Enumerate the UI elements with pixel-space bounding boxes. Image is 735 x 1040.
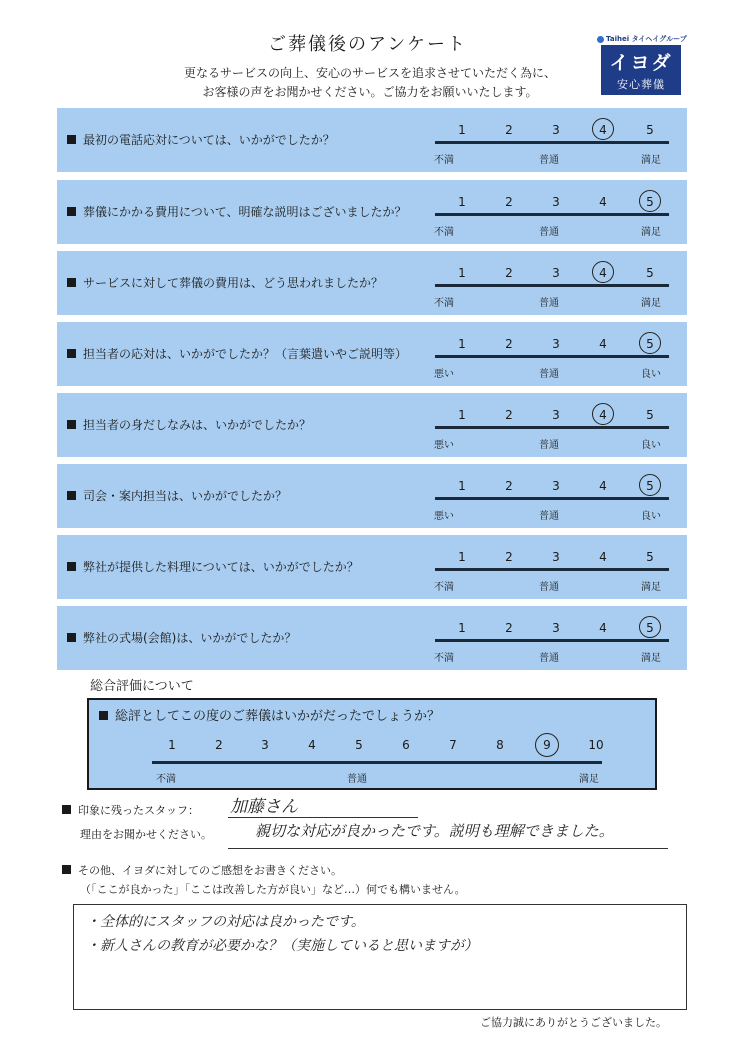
- reason-handwritten: 親切な対応が良かったです。説明も理解できました。: [255, 822, 614, 840]
- overall-option-7[interactable]: 7: [449, 738, 457, 752]
- rating-option-2[interactable]: 2: [505, 266, 513, 280]
- rating-scale: [432, 180, 669, 244]
- scale-line: [435, 639, 669, 642]
- intro-line-2: お客様の声をお聞かせください。ご協力をお願いいたします。: [202, 85, 538, 99]
- scale-label-mid: 普通: [539, 511, 559, 522]
- rating-option-2[interactable]: 2: [505, 550, 513, 564]
- overall-option-4[interactable]: 4: [308, 738, 316, 752]
- bullet-square-icon: [62, 865, 71, 874]
- rating-scale: [432, 251, 669, 315]
- overall-option-6[interactable]: 6: [402, 738, 410, 752]
- overall-label-right: 満足: [579, 774, 599, 785]
- company-group-label: [597, 34, 687, 44]
- question-row: [57, 108, 687, 172]
- rating-option-2[interactable]: 2: [505, 621, 513, 635]
- rating-option-5[interactable]: 5: [646, 408, 654, 422]
- rating-option-3[interactable]: 3: [552, 337, 560, 351]
- rating-option-4[interactable]: 4: [599, 479, 607, 493]
- scale-label-mid: 普通: [539, 369, 559, 380]
- question-text: [67, 322, 407, 386]
- rating-scale: [432, 322, 669, 386]
- question-label: 弊社の式場(会館)は、いかがでしたか？: [83, 631, 297, 645]
- company-logo: [601, 45, 681, 95]
- rating-scale: [432, 535, 669, 599]
- scale-label-right: 満足: [641, 653, 661, 664]
- rating-option-4[interactable]: 4: [599, 337, 607, 351]
- scale-line: [435, 497, 669, 500]
- rating-option-3[interactable]: 3: [552, 479, 560, 493]
- rating-option-1[interactable]: 1: [458, 266, 466, 280]
- rating-scale: [432, 464, 669, 528]
- scale-label-mid: 普通: [539, 653, 559, 664]
- staff-label-text: 印象に残ったスタッフ：: [78, 804, 199, 817]
- rating-option-4[interactable]: 4: [599, 266, 607, 280]
- question-row: [57, 180, 687, 244]
- question-row: [57, 535, 687, 599]
- overall-heading: 総合評価について: [90, 679, 194, 694]
- rating-option-4[interactable]: 4: [599, 123, 607, 137]
- scale-line: [435, 213, 669, 216]
- rating-option-3[interactable]: 3: [552, 621, 560, 635]
- bullet-square-icon: [67, 207, 76, 216]
- rating-option-3[interactable]: 3: [552, 123, 560, 137]
- rating-option-4[interactable]: 4: [599, 621, 607, 635]
- rating-option-5[interactable]: 5: [646, 550, 654, 564]
- rating-option-5[interactable]: 5: [646, 337, 654, 351]
- scale-label-right: 満足: [641, 298, 661, 309]
- rating-option-5[interactable]: 5: [646, 123, 654, 137]
- question-label: 担当者の身だしなみは、いかがでしたか？: [83, 418, 312, 432]
- scale-line: [435, 568, 669, 571]
- intro-line-1: 更なるサービスの向上、安心のサービスを追求させていただく為に、: [183, 66, 556, 80]
- scale-line: [435, 141, 669, 144]
- bullet-square-icon: [99, 711, 108, 720]
- reason-underline: [228, 848, 668, 849]
- bullet-square-icon: [67, 562, 76, 571]
- rating-option-1[interactable]: 1: [458, 479, 466, 493]
- question-text: [67, 535, 359, 599]
- scale-label-left: 悪い: [434, 369, 454, 380]
- scale-label-right: 良い: [641, 440, 661, 451]
- question-label: サービスに対して葬儀の費用は、どう思われましたか？: [83, 276, 384, 290]
- bullet-square-icon: [67, 278, 76, 287]
- overall-option-8[interactable]: 8: [496, 738, 504, 752]
- scale-line: [435, 284, 669, 287]
- selected-circle-mark: [592, 403, 614, 425]
- comments-label-text: その他、イヨダに対してのご感想をお書きください。: [78, 864, 342, 877]
- rating-option-3[interactable]: 3: [552, 266, 560, 280]
- scale-label-right: 良い: [641, 511, 661, 522]
- comment-line-2: ・新人さんの教育が必要かな？（実施していると思いますが）: [86, 938, 478, 954]
- bullet-square-icon: [67, 420, 76, 429]
- question-text: [67, 393, 311, 457]
- question-row: [57, 251, 687, 315]
- selected-circle-mark: [639, 332, 661, 354]
- rating-option-1[interactable]: 1: [458, 408, 466, 422]
- rating-option-4[interactable]: 4: [599, 408, 607, 422]
- rating-option-2[interactable]: 2: [505, 195, 513, 209]
- rating-scale: [432, 108, 669, 172]
- rating-option-1[interactable]: 1: [458, 337, 466, 351]
- bullet-square-icon: [62, 805, 71, 814]
- comments-label: [62, 862, 342, 878]
- logo-sub-text: 安心葬儀: [617, 78, 665, 91]
- overall-label-mid: 普通: [347, 774, 367, 785]
- rating-option-2[interactable]: 2: [505, 479, 513, 493]
- logo-main-text: イヨダ: [609, 52, 673, 74]
- rating-option-2[interactable]: 2: [505, 337, 513, 351]
- question-label: 司会・案内担当は、いかがでしたか？: [83, 489, 288, 503]
- staff-name-handwritten: 加藤さん: [230, 797, 298, 817]
- overall-option-10[interactable]: 10: [588, 738, 604, 752]
- overall-option-3[interactable]: 3: [261, 738, 269, 752]
- staff-underline: [228, 817, 418, 818]
- scale-label-mid: 普通: [539, 298, 559, 309]
- question-row: [57, 393, 687, 457]
- rating-option-5[interactable]: 5: [646, 621, 654, 635]
- rating-option-2[interactable]: 2: [505, 408, 513, 422]
- overall-scale-line: [152, 761, 602, 764]
- thanks-footer: ご協力誠にありがとうございました。: [480, 1016, 667, 1029]
- overall-option-1[interactable]: 1: [168, 738, 176, 752]
- scale-label-left: 不満: [434, 155, 454, 166]
- question-row: [57, 606, 687, 670]
- question-label: 担当者の応対は、いかがでしたか？（言葉遣いやご説明等）: [83, 347, 408, 361]
- rating-option-3[interactable]: 3: [552, 550, 560, 564]
- group-text: Taihei タイヘイグループ: [606, 35, 687, 43]
- scale-label-right: 良い: [641, 369, 661, 380]
- selected-circle-mark: [592, 261, 614, 283]
- rating-option-4[interactable]: 4: [599, 550, 607, 564]
- rating-option-3[interactable]: 3: [552, 408, 560, 422]
- rating-option-5[interactable]: 5: [646, 195, 654, 209]
- scale-line: [435, 426, 669, 429]
- overall-rating-box: [87, 698, 657, 790]
- scale-label-left: 不満: [434, 227, 454, 238]
- question-text: [67, 464, 287, 528]
- bullet-square-icon: [67, 491, 76, 500]
- question-row: [57, 322, 687, 386]
- bullet-square-icon: [67, 135, 76, 144]
- overall-option-9[interactable]: 9: [543, 738, 551, 752]
- question-text: [67, 251, 383, 315]
- question-label: 弊社が提供した料理については、いかがでしたか？: [83, 560, 359, 574]
- scale-label-mid: 普通: [539, 582, 559, 593]
- comments-box: [73, 904, 687, 1010]
- reason-label: 理由をお聞かせください。: [80, 828, 212, 841]
- question-text: [67, 606, 296, 670]
- rating-option-1[interactable]: 1: [458, 550, 466, 564]
- bullet-square-icon: [67, 633, 76, 642]
- scale-label-left: 不満: [434, 582, 454, 593]
- scale-label-left: 悪い: [434, 511, 454, 522]
- question-text: [67, 108, 335, 172]
- overall-option-5[interactable]: 5: [355, 738, 363, 752]
- survey-title: ご葬儀後のアンケート: [268, 34, 467, 55]
- scale-label-mid: 普通: [539, 155, 559, 166]
- survey-intro: [140, 64, 600, 102]
- overall-selected-circle-mark: [535, 733, 559, 757]
- scale-label-left: 悪い: [434, 440, 454, 451]
- scale-label-right: 満足: [641, 227, 661, 238]
- overall-question-text: 総評としてこの度のご葬儀はいかがだったでしょうか？: [115, 709, 441, 724]
- scale-label-left: 不満: [434, 298, 454, 309]
- rating-scale: [432, 393, 669, 457]
- group-mark-icon: [597, 36, 604, 43]
- selected-circle-mark: [639, 616, 661, 638]
- scale-line: [435, 355, 669, 358]
- question-label: 最初の電話応対については、いかがでしたか？: [83, 133, 335, 147]
- overall-option-2[interactable]: 2: [215, 738, 223, 752]
- rating-option-1[interactable]: 1: [458, 123, 466, 137]
- staff-label: [62, 802, 199, 818]
- selected-circle-mark: [592, 118, 614, 140]
- question-row: [57, 464, 687, 528]
- rating-option-4[interactable]: 4: [599, 195, 607, 209]
- question-text: [67, 180, 407, 244]
- comment-line-1: ・全体的にスタッフの対応は良かったです。: [86, 914, 365, 930]
- scale-label-right: 満足: [641, 155, 661, 166]
- rating-option-5[interactable]: 5: [646, 479, 654, 493]
- overall-label-left: 不満: [156, 774, 176, 785]
- rating-option-1[interactable]: 1: [458, 621, 466, 635]
- scale-label-mid: 普通: [539, 227, 559, 238]
- scale-label-left: 不満: [434, 653, 454, 664]
- rating-option-3[interactable]: 3: [552, 195, 560, 209]
- scale-label-right: 満足: [641, 582, 661, 593]
- comments-sublabel: （「ここが良かった」「ここは改善した方が良い」など…）何でも構いません。: [80, 883, 466, 896]
- question-label: 葬儀にかかる費用について、明確な説明はございましたか？: [83, 205, 407, 219]
- selected-circle-mark: [639, 474, 661, 496]
- rating-option-5[interactable]: 5: [646, 266, 654, 280]
- rating-option-1[interactable]: 1: [458, 195, 466, 209]
- overall-question: [99, 705, 440, 724]
- selected-circle-mark: [639, 190, 661, 212]
- scale-label-mid: 普通: [539, 440, 559, 451]
- rating-scale: [432, 606, 669, 670]
- bullet-square-icon: [67, 349, 76, 358]
- rating-option-2[interactable]: 2: [505, 123, 513, 137]
